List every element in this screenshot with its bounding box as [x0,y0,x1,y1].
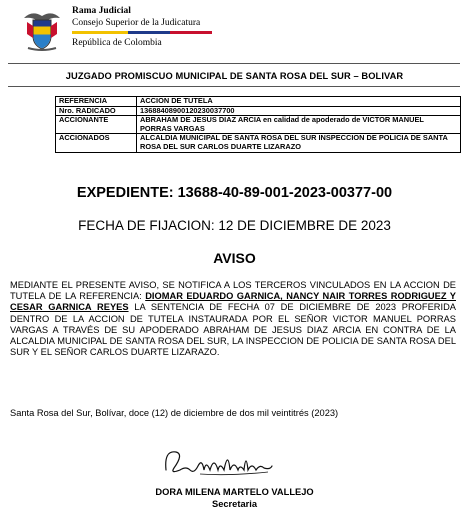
expediente-number: EXPEDIENTE: 13688-40-89-001-2023-00377-00 [76,185,393,201]
notice-body-intro: MEDIANTE EL PRESENTE AVISO, SE NOTIFICA A LOS TERCEROS VINCULADOS EN LA ACCION DE TUTELA DE LA REFERENCIA: [10,280,456,302]
ref-key: REFERENCIA [56,97,137,107]
notice-body-details: LA SENTENCIA DE FECHA 07 DE DICIEMBRE DE 2023 PROFERIDA DENTRO DE LA ACCION DE TUTELA INSTAURADA POR EL SEÑOR VICTOR MANUEL PORRAS VARGAS A TRAVÉS DE SU APODERADO ABRAHAM DE JESUS DIAZ ARCIA EN CONTRA DE LA ALCALDIA MUNICIPAL DE SANTA ROSA DEL SUR, LA INSPECCION DE POLICIA DE SANTA ROSA DEL SUR Y EL SEÑOR CARLOS DUARTE LIZARAZO. [10,302,456,358]
table-row [56,97,461,107]
signer-role: Secretaria [212,499,257,509]
ref-value: ABRAHAM DE JESUS DIAZ ARCIA en calidad de apoderado de VICTOR MANUEL PORRAS VARGAS [137,116,461,134]
ref-key: Nro. RADICADO [56,106,137,116]
notice-body [10,280,456,358]
ref-value: 13688408900120230037700 [137,106,461,116]
table-row [56,116,461,134]
colombia-coat-of-arms-icon [22,8,62,52]
notified-parties: DIOMAR EDUARDO GARNICA, NANCY NAIR TORRES RODRIGUEZ Y CESAR GARNICA REYES [10,291,456,313]
place-and-date: Santa Rosa del Sur, Bolívar, doce (12) de diciembre de dos mil veintitrés (2023) [10,408,339,418]
signature-icon [160,440,280,484]
court-title: JUZGADO PROMISCUO MUNICIPAL DE SANTA ROSA DEL SUR – BOLIVAR [65,71,404,81]
notice-title: AVISO [213,250,256,266]
org-consejo-superior: Consejo Superior de la Judicatura [72,18,201,28]
org-republica: República de Colombia [72,38,162,48]
ref-key: ACCIONANTE [56,116,137,134]
ref-key: ACCIONADOS [56,134,137,152]
ref-value: ALCALDIA MUNICIPAL DE SANTA ROSA DEL SUR INSPECCION DE POLICIA DE SANTA ROSA DEL SUR CARLOS DUARTE LIZARAZO [137,134,461,152]
ref-value: ACCION DE TUTELA [137,97,461,107]
header-rule-bottom [8,86,460,87]
signer-name: DORA MILENA MARTELO VALLEJO [155,487,314,497]
org-rama-judicial: Rama Judicial [72,6,131,16]
flag-color-bar [72,31,212,34]
reference-table [55,96,461,153]
table-row [56,134,461,152]
fixing-date: FECHA DE FIJACION: 12 DE DICIEMBRE DE 2023 [78,218,391,233]
header-rule-top [8,63,460,64]
